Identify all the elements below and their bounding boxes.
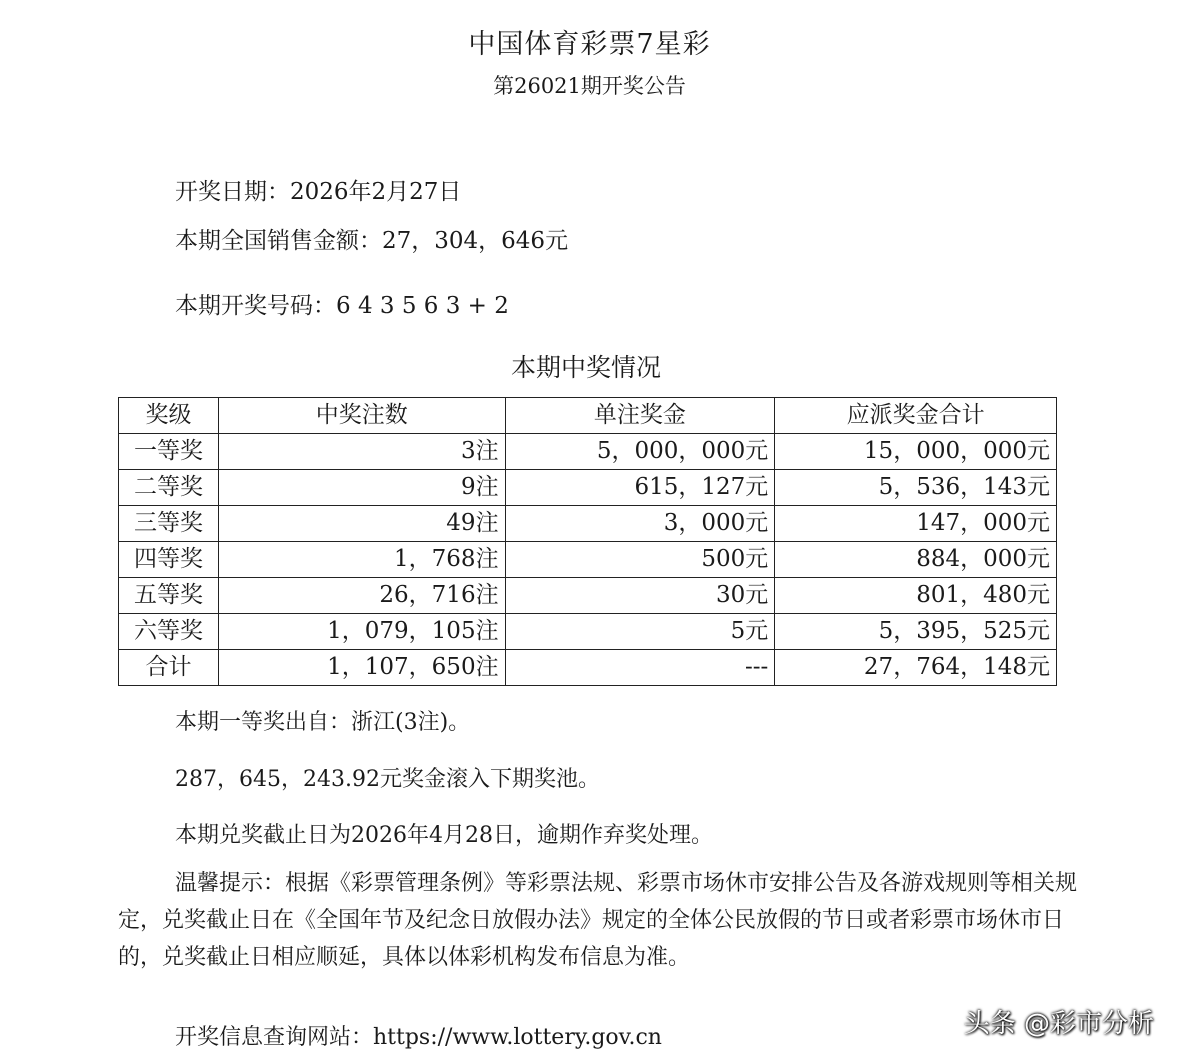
prize-level-cell: 二等奖 — [119, 470, 219, 506]
header-cell: 中奖注数 — [218, 398, 505, 434]
total-amount-cell: 5，395，525元 — [775, 614, 1057, 650]
header-cell: 奖级 — [119, 398, 219, 434]
table-row — [119, 614, 1057, 650]
first-prize-origin: 本期一等奖出自：浙江(3注)。 — [175, 710, 471, 735]
prize-level-cell: 合计 — [119, 650, 219, 686]
winner-count-cell: 9注 — [218, 470, 505, 506]
table-total-row — [119, 650, 1057, 686]
table-row — [119, 578, 1057, 614]
reminder-paragraph — [118, 865, 1078, 976]
prize-amount-cell: 5元 — [505, 614, 775, 650]
rollover-note: 287，645，243.92元奖金滚入下期奖池。 — [175, 767, 600, 792]
total-amount-cell: 147，000元 — [775, 506, 1057, 542]
page-subtitle: 第26021期开奖公告 — [493, 74, 686, 98]
website-info: 开奖信息查询网站：https://www.lottery.gov.cn — [175, 1025, 662, 1050]
table-row — [119, 434, 1057, 470]
draw-date: 开奖日期：2026年2月27日 — [175, 179, 462, 205]
total-amount-cell: 884，000元 — [775, 542, 1057, 578]
prize-amount-cell: 615，127元 — [505, 470, 775, 506]
table-header-row — [119, 398, 1057, 434]
page-title: 中国体育彩票7星彩 — [468, 29, 711, 60]
winner-count-cell: 26，716注 — [218, 578, 505, 614]
watermark: 头条 @彩市分析 — [963, 1009, 1154, 1039]
winner-count-cell: 1，107，650注 — [218, 650, 505, 686]
winner-count-cell: 1，079，105注 — [218, 614, 505, 650]
prize-amount-cell: --- — [505, 650, 775, 686]
prize-amount-cell: 30元 — [505, 578, 775, 614]
reminder-text: 温馨提示：根据《彩票管理条例》等彩票法规、彩票市场休市安排公告及各游戏规则等相关规定，兑奖截止日在《全国年节及纪念日放假办法》规定的全体公民放假的节日或者彩票市场休市日的，兑奖截止日相应顺延，具体以体彩机构发布信息为准。 — [118, 871, 1078, 970]
prize-table-title: 本期中奖情况 — [510, 353, 661, 382]
prize-level-cell: 五等奖 — [119, 578, 219, 614]
total-amount-cell: 801，480元 — [775, 578, 1057, 614]
header-cell: 单注奖金 — [505, 398, 775, 434]
prize-table — [118, 397, 1057, 686]
table-row — [119, 542, 1057, 578]
sales-amount: 本期全国销售金额：27，304，646元 — [175, 228, 569, 254]
prize-level-cell: 四等奖 — [119, 542, 219, 578]
total-amount-cell: 15，000，000元 — [775, 434, 1057, 470]
table-row — [119, 506, 1057, 542]
total-amount-cell: 27，764，148元 — [775, 650, 1057, 686]
prize-amount-cell: 500元 — [505, 542, 775, 578]
prize-amount-cell: 5，000，000元 — [505, 434, 775, 470]
deadline-note: 本期兑奖截止日为2026年4月28日，逾期作弃奖处理。 — [175, 823, 713, 848]
prize-level-cell: 三等奖 — [119, 506, 219, 542]
table-row — [119, 470, 1057, 506]
total-amount-cell: 5，536，143元 — [775, 470, 1057, 506]
prize-level-cell: 一等奖 — [119, 434, 219, 470]
winning-numbers: 本期开奖号码：6 4 3 5 6 3 + 2 — [175, 293, 509, 319]
prize-level-cell: 六等奖 — [119, 614, 219, 650]
winner-count-cell: 3注 — [218, 434, 505, 470]
header-cell: 应派奖金合计 — [775, 398, 1057, 434]
winner-count-cell: 49注 — [218, 506, 505, 542]
prize-amount-cell: 3，000元 — [505, 506, 775, 542]
winner-count-cell: 1，768注 — [218, 542, 505, 578]
